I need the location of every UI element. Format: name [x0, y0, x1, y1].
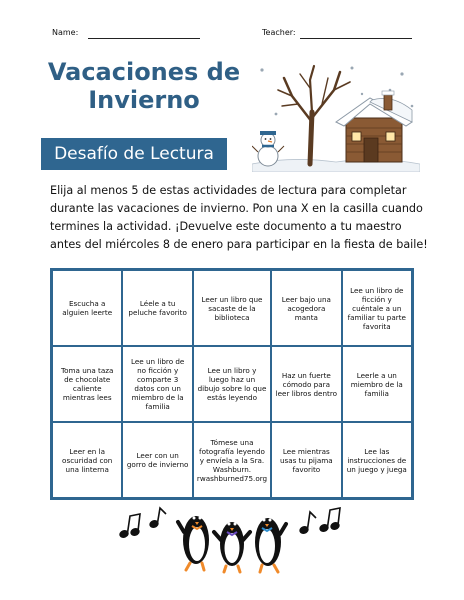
title-line-2: Invierno — [88, 86, 200, 114]
teacher-field-line[interactable] — [300, 38, 412, 39]
activity-cell[interactable]: Leer con un gorro de invierno — [122, 422, 192, 498]
activity-grid — [50, 268, 414, 500]
penguin-icon — [214, 522, 250, 572]
instructions-paragraph: Elija al menos 5 de estas actividades de lectura para completar durante las vacaciones de invierno. Pon una X en la casilla cuando termines la actividad. ¡Devuelve este documento a tu maestro antes del miércoles 8 de enero para participar en la fiesta de baile! — [50, 184, 428, 251]
page-title — [36, 58, 252, 114]
winter-cabin-illustration — [252, 60, 420, 172]
activity-cell[interactable]: Léele a tu peluche favorito — [122, 270, 192, 346]
cabin-icon — [336, 91, 412, 162]
activity-cell[interactable]: Leer en la oscuridad con una linterna — [52, 422, 122, 498]
activity-cell[interactable]: Lee un libro y luego haz un dibujo sobre lo que estás leyendo — [193, 346, 271, 422]
activity-cell[interactable]: Leerle a un miembro de la familia — [342, 346, 412, 422]
reading-challenge-banner: Desafío de Lectura — [41, 138, 227, 170]
penguin-icon — [255, 518, 286, 572]
activity-cell[interactable]: Leer bajo una acogedora manta — [271, 270, 341, 346]
name-field-line[interactable] — [88, 38, 200, 39]
activity-cell[interactable]: Haz un fuerte cómodo para leer libros dentro — [271, 346, 341, 422]
activity-cell[interactable]: Lee las instrucciones de un juego y juega — [342, 422, 412, 498]
name-teacher-header — [0, 28, 464, 42]
music-notes-right-icon — [296, 504, 348, 540]
penguin-icon — [178, 516, 209, 570]
name-label: Name: — [52, 28, 79, 37]
activity-cell[interactable]: Lee un libro de no ficción y comparte 3 datos con un miembro de la familia — [122, 346, 192, 422]
bare-tree-icon — [278, 66, 350, 164]
activity-cell[interactable]: Lee mientras usas tu pijama favorito — [271, 422, 341, 498]
activity-cell[interactable]: Tómese una fotografía leyendo y envíela a la Sra. Washburn. rwashburned75.org — [193, 422, 271, 498]
teacher-label: Teacher: — [262, 28, 296, 37]
activity-cell[interactable]: Lee un libro de ficción y cuéntale a un familiar tu parte favorita — [342, 270, 412, 346]
activity-cell[interactable]: Toma una taza de chocolate caliente mientras lees — [52, 346, 122, 422]
music-notes-left-icon — [118, 506, 170, 542]
activity-cell[interactable]: Escucha a alguien leerte — [52, 270, 122, 346]
activity-cell[interactable]: Leer un libro que sacaste de la biblioteca — [193, 270, 271, 346]
title-line-1: Vacaciones de — [47, 58, 241, 86]
dancing-penguins-illustration — [174, 500, 290, 578]
